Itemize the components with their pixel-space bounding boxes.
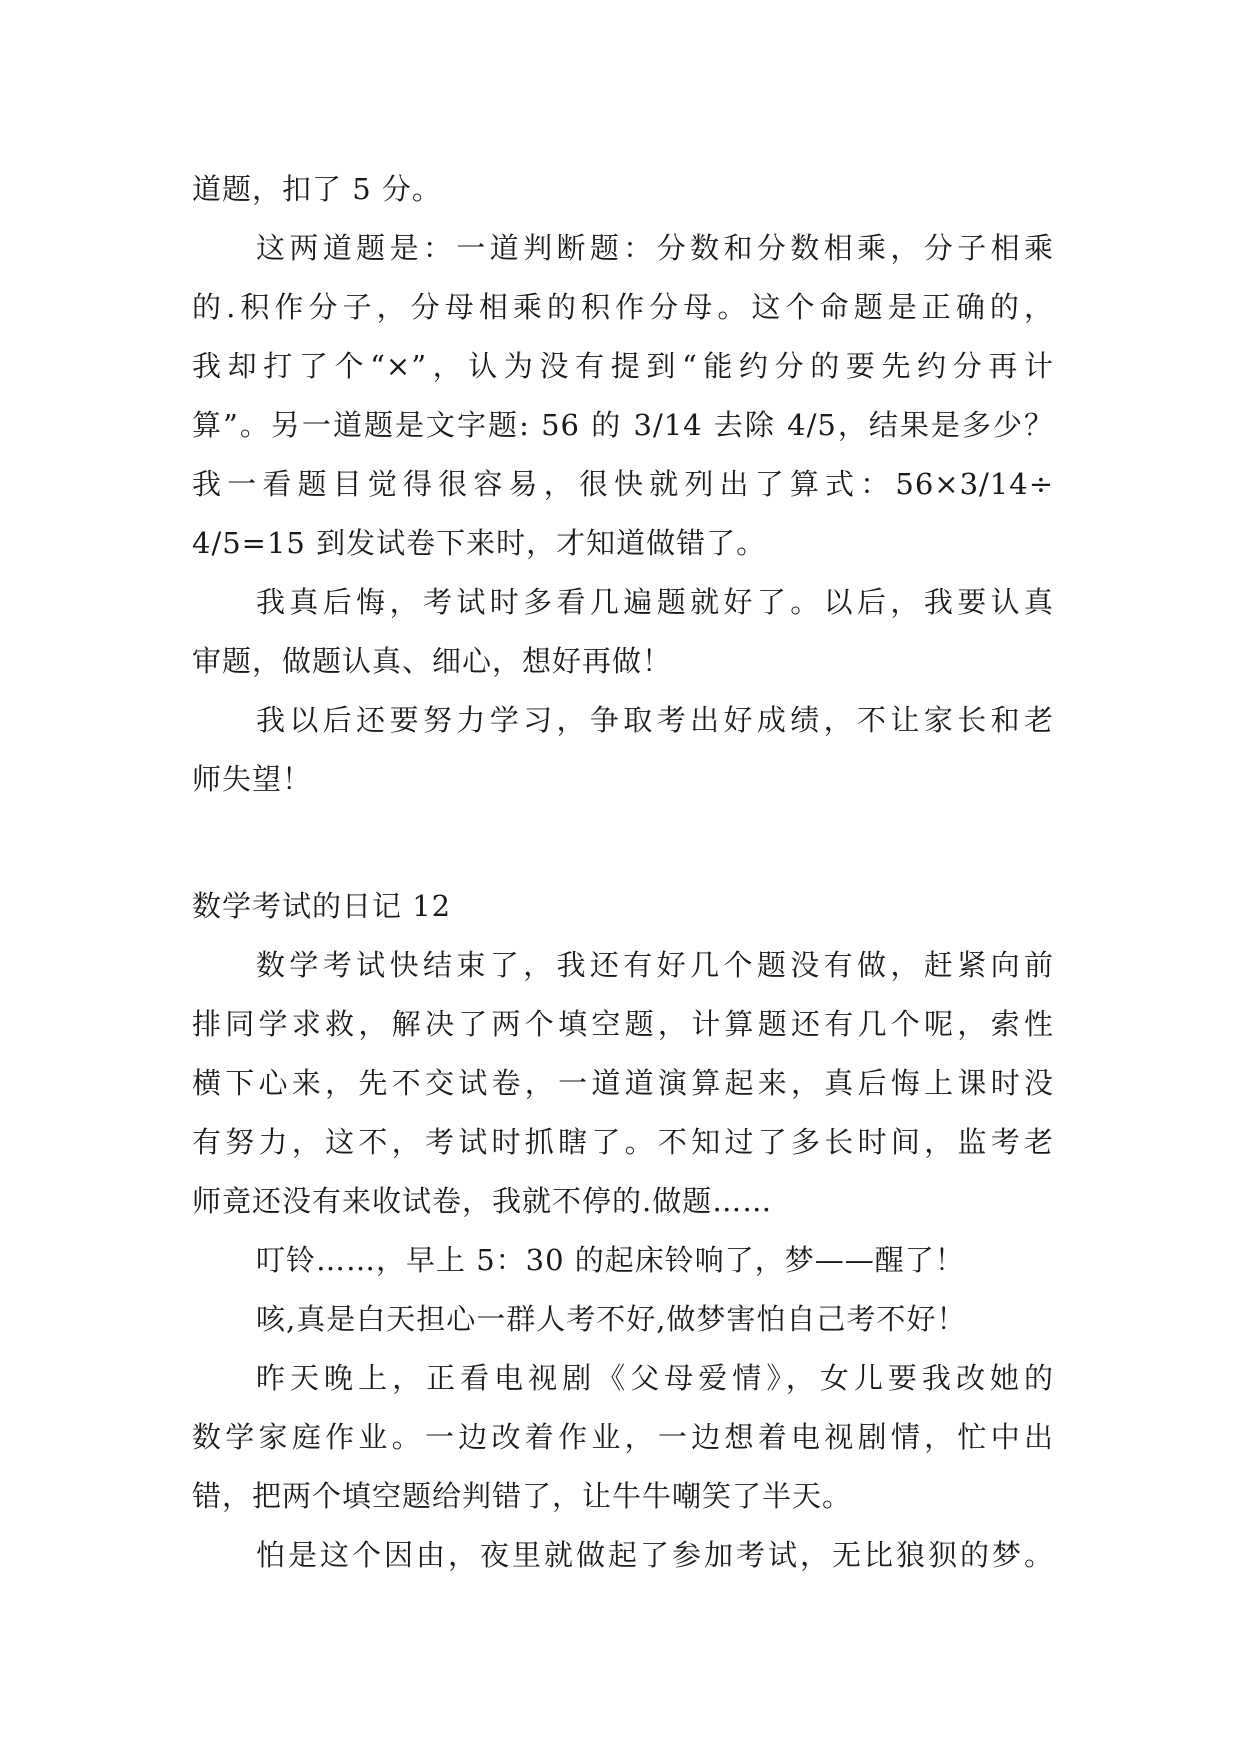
- paragraph-line: 我却打了个“×”，认为没有提到“能约分的要先约分再计: [192, 349, 1054, 383]
- paragraph-line: 我一看题目觉得很容易，很快就列出了算式：56×3/14÷: [192, 467, 1054, 501]
- paragraph-line: 横下心来，先不交试卷，一道道演算起来，真后悔上课时没: [192, 1066, 1054, 1100]
- paragraph-line: 怕是这个因由，夜里就做起了参加考试，无比狼狈的梦。: [256, 1538, 1054, 1572]
- paragraph-line: 数学家庭作业。一边改着作业，一边想着电视剧情，忙中出: [192, 1420, 1054, 1454]
- paragraph-line: 师竟还没有来收试卷，我就不停的.做题……: [192, 1184, 773, 1218]
- paragraph-line: 这两道题是：一道判断题：分数和分数相乘，分子相乘: [256, 231, 1054, 265]
- paragraph-line: 师失望！: [192, 762, 313, 796]
- paragraph-line: 排同学求救，解决了两个填空题，计算题还有几个呢，索性: [192, 1007, 1054, 1041]
- paragraph-line: 有努力，这不，考试时抓瞎了。不知过了多长时间，监考老: [192, 1125, 1054, 1159]
- document-page: [192, 160, 1054, 1585]
- paragraph-line: 错，把两个填空题给判错了，让牛牛嘲笑了半天。: [192, 1479, 853, 1513]
- paragraph-line: 我真后悔，考试时多看几遍题就好了。以后，我要认真: [256, 585, 1054, 619]
- paragraph-line: 审题，做题认真、细心，想好再做！: [192, 644, 673, 678]
- paragraph-line: 算”。另一道题是文字题: 56 的 3/14 去除 4/5，结果是多少？: [192, 408, 1054, 442]
- paragraph-line: 叮铃……，早上 5：30 的起床铃响了，梦——醒了！: [256, 1243, 965, 1277]
- paragraph-line: 昨天晚上，正看电视剧《父母爱情》，女儿要我改她的: [256, 1361, 1054, 1395]
- paragraph-line: 道题，扣了 5 分。: [192, 172, 442, 206]
- paragraph-line: 我以后还要努力学习，争取考出好成绩，不让家长和老: [256, 703, 1054, 737]
- section-gap: [192, 809, 1054, 877]
- paragraph-line: 4/5=15 到发试卷下来时，才知道做错了。: [192, 526, 767, 560]
- paragraph-line: 的.积作分子，分母相乘的积作分母。这个命题是正确的，: [192, 290, 1054, 324]
- paragraph-line: 数学考试快结束了，我还有好几个题没有做，赶紧向前: [256, 948, 1054, 982]
- paragraph-line: 咳,真是白天担心一群人考不好,做梦害怕自己考不好！: [256, 1302, 967, 1336]
- section-title: 数学考试的日记 12: [192, 889, 452, 923]
